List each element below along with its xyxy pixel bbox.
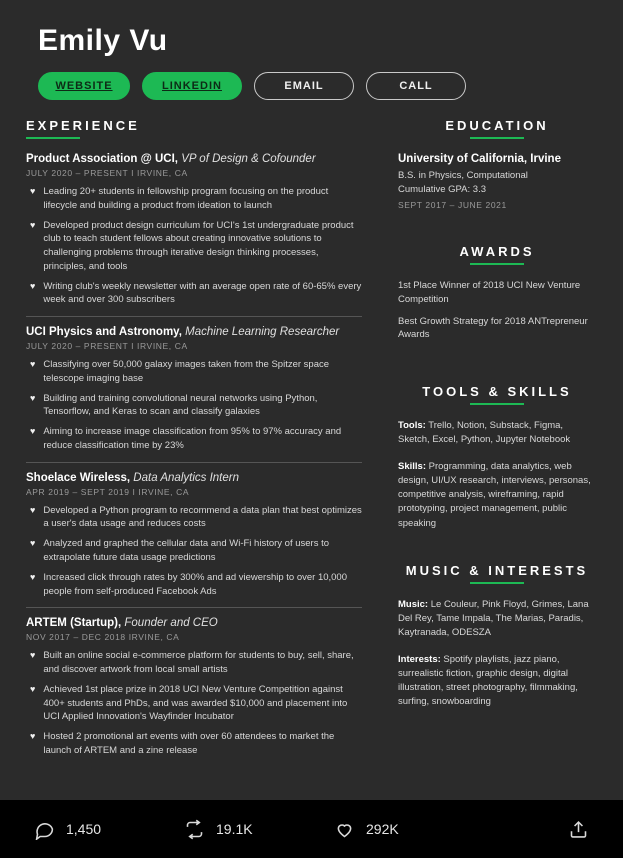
list-item: ♥ Built an online social e-commerce platform for students to buy, sell, share, and discover artwork from local small artists (30, 650, 354, 676)
comment-icon[interactable] (34, 819, 55, 840)
awards-heading: AWARDS (459, 244, 535, 259)
heart-icon: ♥ (30, 571, 36, 582)
tools-text: Trello, Notion, Substack, Figma, Sketch, Excel, Python, Jupyter Notebook (398, 420, 571, 446)
heart-icon: ♥ (30, 392, 36, 403)
interests-label: Interests: (398, 653, 441, 665)
music-block (398, 598, 596, 641)
experience-divider (26, 137, 80, 139)
page-title: Emily Vu (38, 24, 168, 57)
heart-icon: ♥ (30, 186, 36, 196)
job-company: UCI Physics and Astronomy, (26, 326, 182, 339)
list-item: ♥ Increased click through rates by 300% and ad viewership to over 10,000 people from self-produced Facebook Ads (30, 571, 347, 597)
job-meta: APR 2019 – SEPT 2019 I IRVINE, CA (26, 486, 190, 497)
list-item: ♥ Analyzed and graphed the cellular data and Wi-Fi history of users to extrapolate future data usage predictions (30, 538, 330, 564)
retweet-count: 19.1K (216, 821, 253, 837)
job-meta: JULY 2020 – PRESENT I IRVINE, CA (26, 168, 188, 178)
job-title-line (26, 326, 362, 338)
education-meta: SEPT 2017 – JUNE 2021 (398, 200, 507, 210)
experience-entry (26, 153, 362, 307)
contact-button-row (38, 72, 597, 100)
music-label: Music: (398, 598, 429, 610)
tools-skills-heading: TOOLS & SKILLS (422, 384, 572, 400)
tools-label: Tools: (398, 420, 426, 432)
job-company: ARTEM (Startup), (26, 617, 122, 630)
share-action[interactable] (568, 819, 589, 840)
interests-text: Spotify playlists, jazz piano, surrealistic fiction, graphic design, digital illustration, street photography, filmmaking, surfing, snowboarding (398, 653, 578, 708)
website-button[interactable]: WEBSITE (38, 72, 130, 100)
email-button[interactable]: EMAIL (254, 72, 354, 100)
award-item: 1st Place Winner of 2018 UCI New Venture Competition (398, 280, 581, 305)
education-divider (470, 137, 524, 139)
list-item: ♥ Building and training convolutional neural networks using Python, Tensorflow, and Keras to scan and classify galaxies (30, 392, 318, 418)
tools-block (398, 419, 596, 448)
engagement-footer (0, 800, 623, 858)
heart-icon: ♥ (30, 219, 36, 230)
job-role: Founder and CEO (124, 617, 218, 630)
sidebar-column (376, 118, 596, 767)
job-role: VP of Design & Cofounder (181, 153, 316, 165)
job-meta: NOV 2017 – DEC 2018 IRVINE, CA (26, 632, 180, 643)
skills-label: Skills: (398, 460, 426, 472)
list-item: ♥ Classifying over 50,000 galaxy images taken from the Spitzer space telescope imaging base (30, 359, 330, 384)
interests-block (398, 653, 596, 710)
tools-skills-divider (470, 403, 524, 405)
job-title-line (26, 472, 362, 484)
education-heading: EDUCATION (445, 118, 549, 133)
award-item: Best Growth Strategy for 2018 ANTrepreneur Awards (398, 315, 588, 341)
job-title-line (26, 617, 362, 629)
job-meta: JULY 2020 – PRESENT I IRVINE, CA (26, 341, 188, 352)
job-bullets (26, 185, 362, 307)
retweet-action[interactable] (184, 819, 334, 840)
heart-icon: ♥ (30, 731, 36, 742)
music-interests-heading: MUSIC & INTERESTS (405, 562, 589, 578)
linkedin-button[interactable]: LINKEDIN (142, 72, 242, 100)
heart-icon: ♥ (30, 538, 36, 549)
job-title-line (26, 153, 362, 165)
list-item: ♥ Writing club's weekly newsletter with an average open rate of 60-65% every week and over 300 subscribers (30, 280, 362, 306)
heart-icon: ♥ (30, 280, 36, 291)
job-role: Data Analytics Intern (133, 471, 239, 484)
skills-text: Programming, data analytics, web design, UI/UX research, interviews, personas, competitive analysis, wireframing, rapid prototyping, project management, public speaking (398, 460, 591, 529)
job-bullets (26, 649, 362, 757)
education-degree: B.S. in Physics, Computational (398, 170, 528, 181)
list-item: ♥ Aiming to increase image classification from 95% to 97% accuracy and reduce classification time by 23% (30, 426, 342, 451)
experience-column (26, 118, 376, 767)
heart-icon: ♥ (30, 683, 36, 694)
experience-heading: EXPERIENCE (26, 118, 140, 133)
comment-action[interactable] (34, 819, 184, 840)
share-icon[interactable] (568, 819, 589, 840)
job-company: Shoelace Wireless, (26, 471, 131, 484)
education-school: University of California, Irvine (398, 153, 561, 165)
heart-icon[interactable] (334, 819, 355, 840)
education-gpa: Cumulative GPA: 3.3 (398, 184, 487, 195)
list-item: ♥ Achieved 1st place prize in 2018 UCI New Venture Competition against 400+ students and PhDs, and was awarded $10,000 and placement into UCI Applied Innovation's Wayfinder Incubator (30, 683, 348, 723)
job-role: Machine Learning Researcher (185, 326, 340, 339)
like-count: 292K (366, 821, 399, 837)
resume-columns (26, 118, 597, 767)
heart-icon: ♥ (30, 504, 36, 515)
list-item: ♥ Hosted 2 promotional art events with over 60 attendees to market the launch of ARTEM and a zine release (30, 731, 335, 756)
heart-icon: ♥ (30, 359, 36, 370)
list-item: ♥ Developed product design curriculum for UCI's 1st undergraduate product club to teach student fellows about creating innovative solutions to challenging problems through iterative design thinking processes, principles, and tools (30, 219, 354, 272)
like-action[interactable] (334, 819, 484, 840)
job-bullets (26, 504, 362, 599)
call-button[interactable]: CALL (366, 72, 466, 100)
comment-count: 1,450 (66, 821, 102, 837)
experience-entry (26, 462, 362, 599)
awards-divider (470, 263, 524, 265)
music-text: Le Couleur, Pink Floyd, Grimes, Lana Del Rey, Tame Impala, The Marias, Paradis, Kaytranada, ODESZA (398, 598, 589, 639)
job-bullets (26, 358, 362, 453)
retweet-icon[interactable] (184, 819, 205, 840)
skills-block (398, 460, 596, 531)
experience-entry (26, 316, 362, 453)
experience-entry (26, 607, 362, 757)
heart-icon: ♥ (30, 426, 36, 437)
heart-icon: ♥ (30, 650, 36, 661)
list-item: ♥ Leading 20+ students in fellowship program focusing on the product lifecycle and building a product from ideation to launch (30, 186, 329, 211)
list-item: ♥ Developed a Python program to recommend a data plan that best optimizes a user's data usage and reduces costs (30, 504, 362, 530)
job-company: Product Association @ UCI, (26, 153, 178, 165)
music-interests-divider (470, 582, 524, 584)
